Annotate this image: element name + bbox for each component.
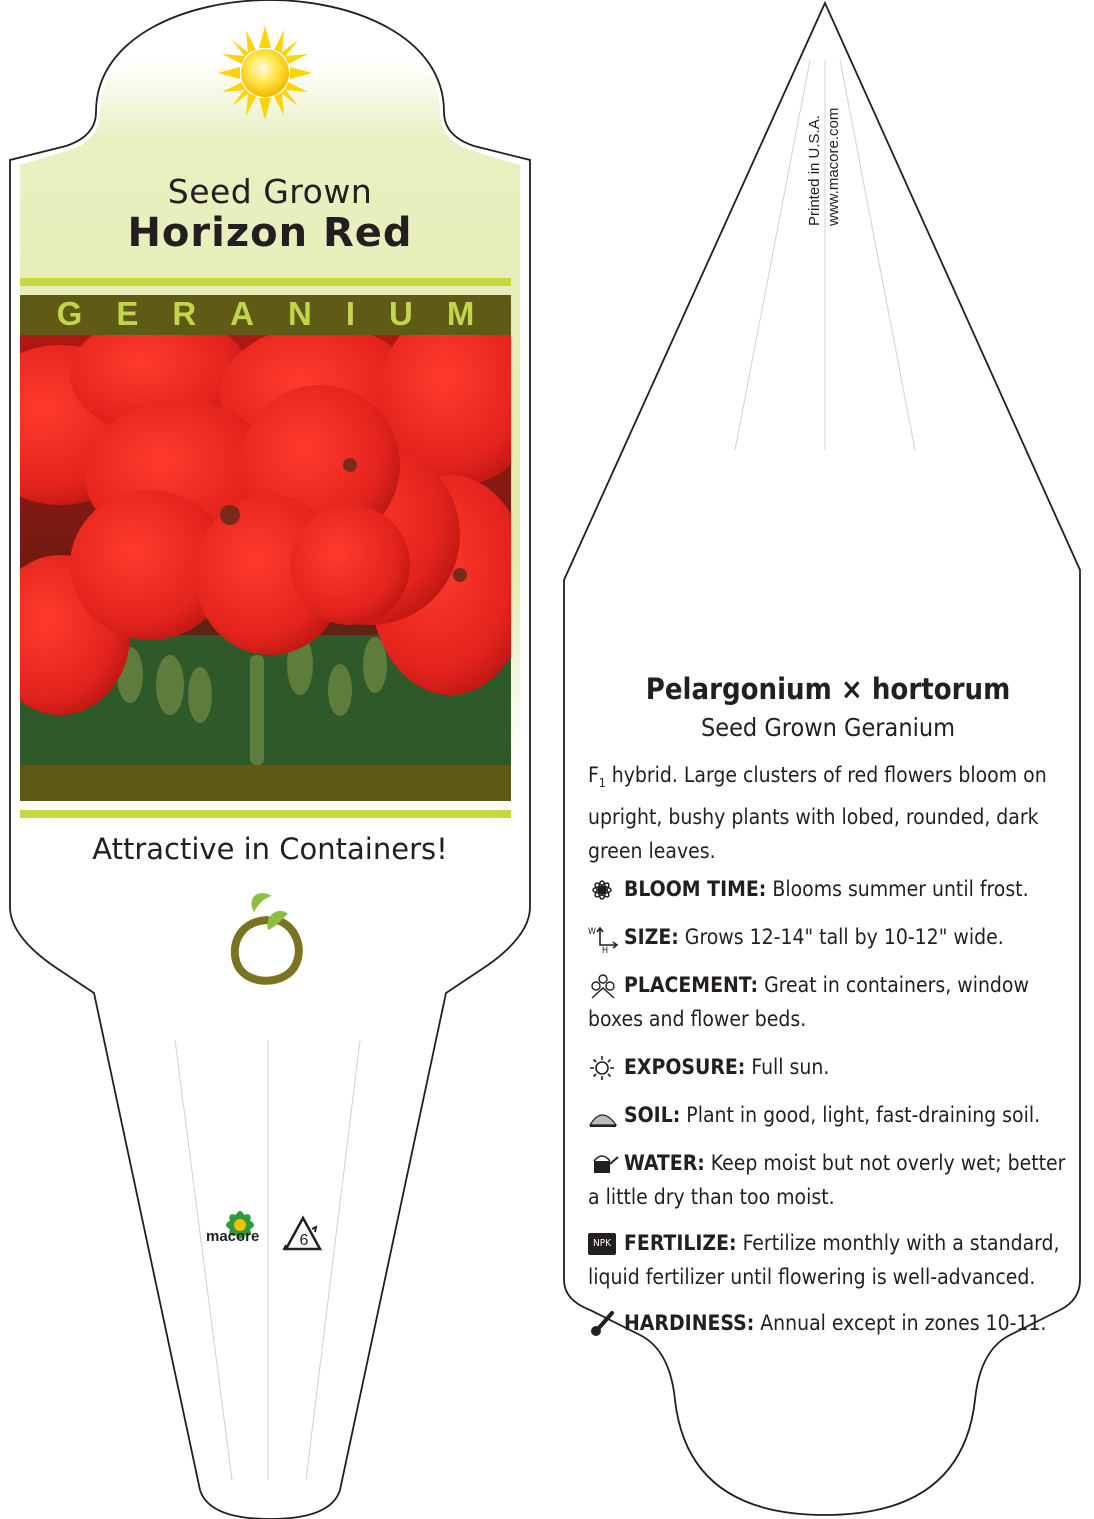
- care-soil: [588, 1098, 1070, 1132]
- care-label: BLOOM TIME:: [624, 877, 767, 901]
- seedling-icon: [228, 890, 306, 986]
- red-geranium-flower-photo: [20, 335, 511, 765]
- npk-icon: NPK: [588, 1233, 616, 1255]
- common-name: Seed Grown Geranium: [700, 713, 956, 742]
- care-text: Fertilize monthly with a standard, liquid fertilizer until flowering is well-advanced.: [588, 1231, 1060, 1289]
- printed-in-usa-note: [805, 56, 843, 226]
- care-label: WATER:: [624, 1151, 705, 1175]
- care-text: Great in containers, window boxes and flower beds.: [588, 973, 1029, 1031]
- variety-title: Horizon Red: [127, 210, 413, 256]
- care-placement: [588, 968, 1070, 1036]
- variety-subtitle: Seed Grown: [167, 172, 373, 211]
- care-size: [588, 920, 1070, 954]
- care-label: EXPOSURE:: [624, 1055, 746, 1079]
- care-text: Blooms summer until frost.: [766, 877, 1029, 901]
- size-icon-h: H: [602, 946, 609, 956]
- watering-can-icon: [588, 1151, 620, 1177]
- care-text: Full sun.: [745, 1055, 830, 1079]
- flower-icon: [588, 877, 620, 903]
- care-exposure: [588, 1050, 1070, 1084]
- care-label: FERTILIZE:: [624, 1231, 737, 1255]
- care-text: Grows 12-14" tall by 10-12" wide.: [678, 925, 1004, 949]
- sun-outline-icon: [588, 1055, 620, 1081]
- desc-sub: 1: [598, 776, 606, 791]
- website-label: www.macore.com: [825, 107, 842, 226]
- genus-label: GERANIUM: [56, 295, 509, 332]
- care-water: [588, 1146, 1070, 1214]
- care-bloom-time: [588, 872, 1070, 906]
- sun-icon: [218, 26, 312, 120]
- thermometer-icon: [588, 1311, 620, 1337]
- desc-text: hybrid. Large clusters of red flowers bloom on upright, bushy plants with lobed, rounded, dark green leaves.: [588, 763, 1047, 864]
- care-hardiness: [588, 1306, 1070, 1340]
- recycle-number: 6: [299, 1232, 309, 1249]
- care-text: Plant in good, light, fast-draining soil.: [680, 1103, 1041, 1127]
- tagline: Attractive in Containers!: [92, 832, 448, 866]
- plant-description: [588, 758, 1068, 868]
- care-fertilize: [588, 1226, 1070, 1294]
- care-label: HARDINESS:: [624, 1311, 755, 1335]
- printed-label: Printed in U.S.A.: [806, 115, 823, 226]
- botanical-name: Pelargonium × hortorum: [645, 672, 1011, 706]
- placement-flowers-icon: [588, 973, 620, 999]
- care-text: Keep moist but not overly wet; better a little dry than too moist.: [588, 1151, 1066, 1209]
- care-label: PLACEMENT:: [624, 973, 759, 997]
- brand-logo-text: macore: [206, 1228, 260, 1245]
- soil-pile-icon: [588, 1103, 620, 1129]
- size-arrows-icon: [588, 925, 620, 956]
- care-text: Annual except in zones 10-11.: [754, 1311, 1047, 1335]
- size-icon-w: W: [588, 927, 597, 937]
- desc-prefix: F: [588, 763, 599, 787]
- photo-bottom-band: [20, 765, 511, 801]
- care-label: SIZE:: [624, 925, 679, 949]
- care-label: SOIL:: [624, 1103, 681, 1127]
